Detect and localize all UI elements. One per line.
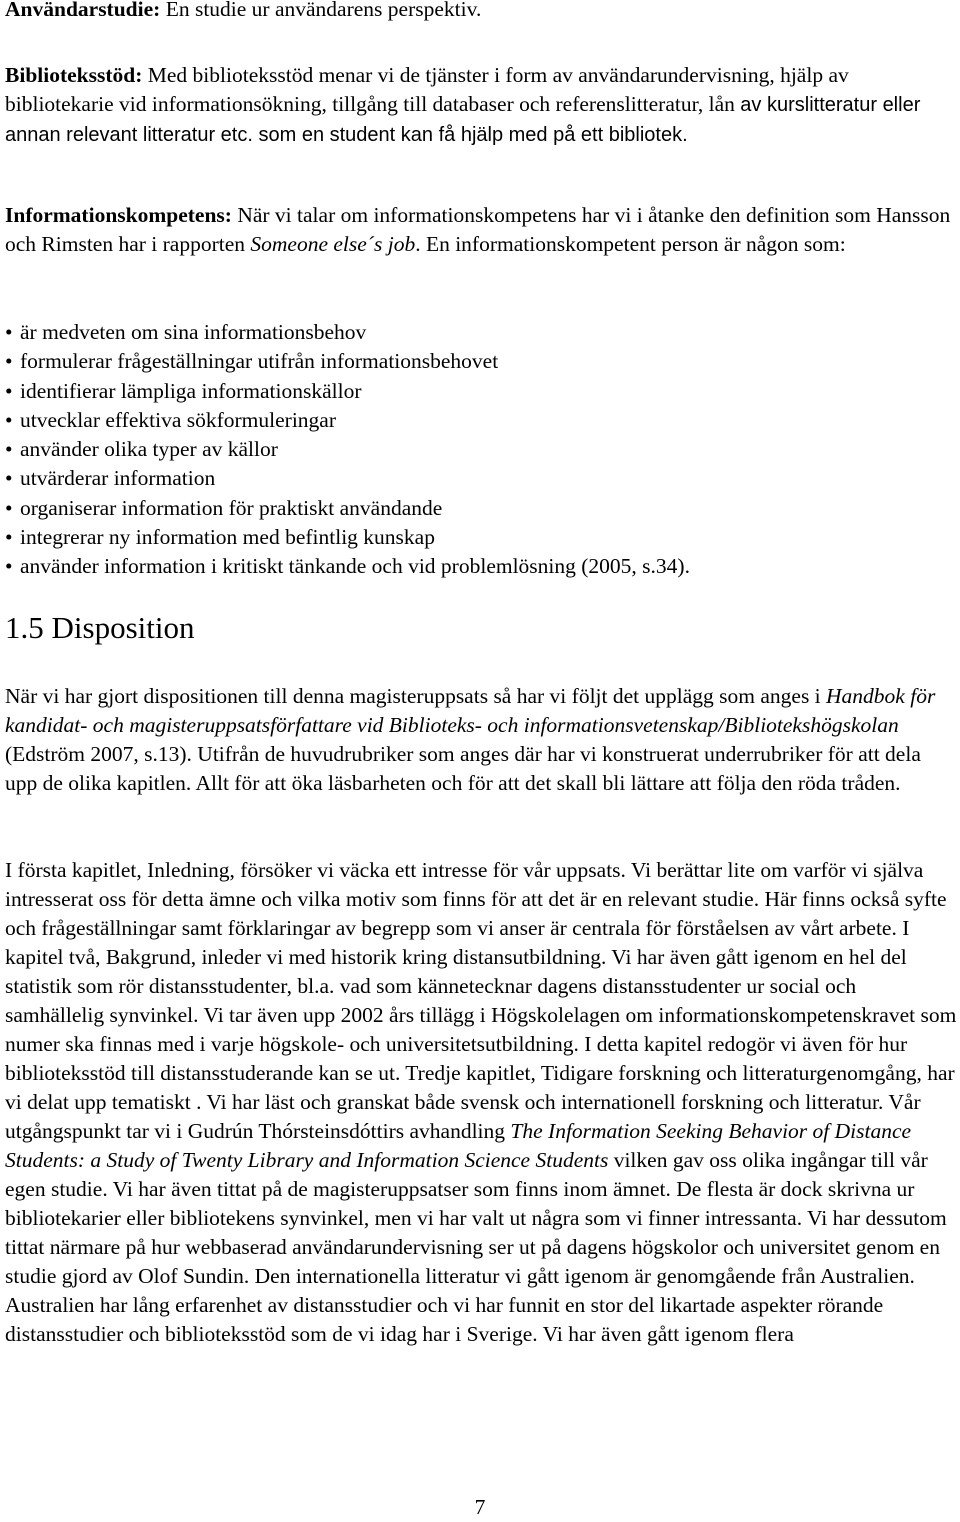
definition-anvandarstudie <box>5 0 957 24</box>
section-number: 1.5 <box>5 610 44 645</box>
paragraph-text-continued: (Edström 2007, s.13). Utifrån de huvudrubriker som anges där har vi konstruerat underrubriker för att dela upp de olika kapitlen. Allt för att öka läsbarheten och för att det skall bli lättare att följa den röda tråden. <box>5 742 921 795</box>
list-item: • utvecklar effektiva sökformuleringar <box>5 406 957 435</box>
list-item: • identifierar lämpliga informationskällor <box>5 377 957 406</box>
list-item: • formulerar frågeställningar utifrån informationsbehovet <box>5 347 957 376</box>
paragraph-text: I första kapitlet, Inledning, försöker vi väcka ett intresse för vår uppsats. Vi berättar lite om varför vi själva intresserat oss för detta ämne och vilka motiv som finns för att det är en relevant studie. Här finns också syfte och frågeställningar samt förklaringar av begrepp som vi anser är centrala för förståelsen av vårt arbete. I kapitel två, Bakgrund, inleder vi med historik kring distansutbildning. Vi har även gått igenom en hel del statistik som rör distansstudenter, bl.a. vad som kännetecknar dagens distansstudenter ur social och samhällelig synvinkel. Vi tar även upp 2002 års tillägg i Högskolelagen om informationskompetenskravet som numer ska finnas med i varje högskole- och universitetsutbildning. I detta kapitel redogör vi även för hur biblioteksstöd till distansstuderande kan se ut. Tredje kapitlet, Tidigare forskning och litteraturgenomgång, har vi delat upp tematiskt . Vi har läst och granskat både svensk och internationell forskning och litteratur. Vår utgångspunkt tar vi i Gudrún Thórsteinsdóttirs avhandling <box>5 858 957 1143</box>
definition-text: Med biblioteksstöd menar vi de tjänster i form av användarundervisning, hjälp av bibliotekarie vid informationsökning, tillgång till databaser och referenslitteratur, lån <box>5 63 849 116</box>
definition-text: När vi talar om informationskompetens har vi i åtanke den definition som Hansson och Rimsten har i rapporten <box>5 203 951 256</box>
list-item: • är medveten om sina informationsbehov <box>5 318 957 347</box>
definition-term: Informationskompetens: <box>5 203 232 227</box>
definition-biblioteksstod <box>5 61 957 150</box>
section-heading <box>5 608 957 648</box>
definition-text-end: . En informationskompetent person är någon som: <box>415 232 846 256</box>
definition-informationskompetens <box>5 201 957 259</box>
paragraph-text-continued: vilken gav oss olika ingångar till vår egen studie. Vi har även tittat på de magisteruppsatser som finns inom ämnet. De flesta är dock skrivna ur bibliotekarier eller bibliotekens synvinkel, men vi har valt ut några som vi finner intressanta. Vi har dessutom tittat närmare på hur webbaserad användarundervisning ser ut på dagens högskolor och universitet genom en studie gjord av Olof Sundin. Den internationella litteratur vi gått igenom är genomgående från Australien. Australien har lång erfarenhet av distansstudier och vi har funnit en stor del likartade aspekter rörande distansstudier och biblioteksstöd som de vi idag har i Sverige. Vi har även gått igenom flera <box>5 1148 947 1346</box>
section-title: Disposition <box>51 610 195 645</box>
definition-text: En studie ur användarens perspektiv. <box>160 0 482 21</box>
report-title: Someone else´s job <box>250 232 416 256</box>
list-item: • använder olika typer av källor <box>5 435 957 464</box>
definition-term: Biblioteksstöd: <box>5 63 143 87</box>
list-item: • använder information i kritiskt tänkande och vid problemlösning (2005, s.34). <box>5 552 957 581</box>
paragraph-disposition-intro <box>5 682 957 798</box>
list-item: • utvärderar information <box>5 464 957 493</box>
thesis-title: The Information Seeking Behavior of Distance Students: a Study of Twenty Library and Information Science Students <box>5 1119 912 1172</box>
paragraph-text: När vi har gjort dispositionen till denna magisteruppsats så har vi följt det upplägg som anges i <box>5 684 827 708</box>
book-title: Handbok för kandidat- och magisteruppsatsförfattare vid Biblioteks- och informationsvetenskap/Bibliotekshögskolan <box>5 684 936 737</box>
paragraph-chapter-overview <box>5 856 957 1349</box>
page-number: 7 <box>474 1495 486 1519</box>
competence-bullet-list <box>5 318 957 582</box>
definition-term: Användarstudie: <box>5 0 161 21</box>
list-item: • organiserar information för praktiskt användande <box>5 494 957 523</box>
list-item: • integrerar ny information med befintlig kunskap <box>5 523 957 552</box>
definition-text-continued: av kurslitteratur eller annan relevant litteratur etc. som en student kan få hjälp med på ett bibliotek. <box>5 94 921 146</box>
